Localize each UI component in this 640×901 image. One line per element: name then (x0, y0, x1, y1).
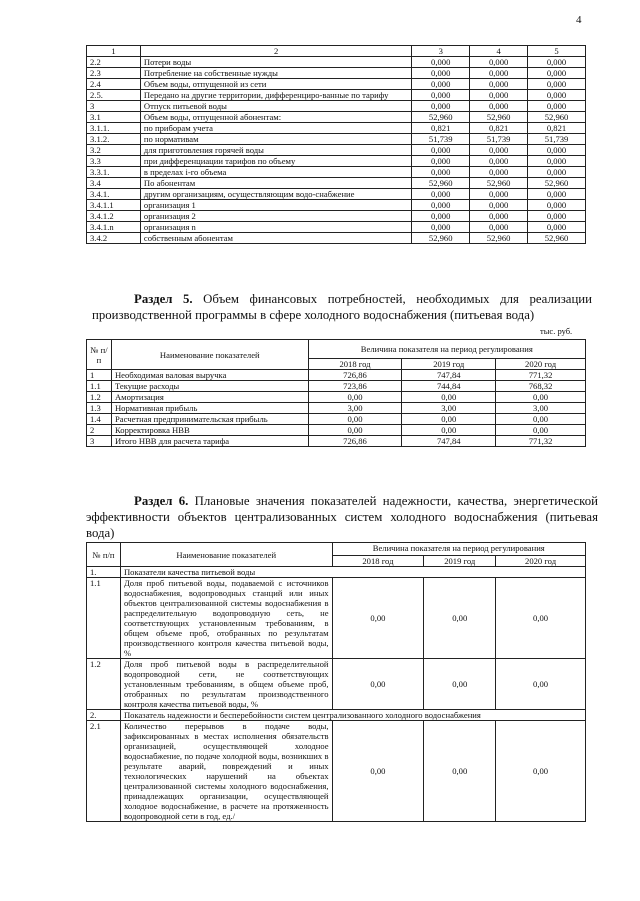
col-name-header: Наименование показателей (111, 340, 308, 370)
value-cell: 0,00 (496, 425, 586, 436)
row-number: 3 (87, 436, 112, 447)
row-number: 1 (87, 370, 112, 381)
table-row (87, 425, 586, 436)
value-cell: 0,000 (528, 101, 586, 112)
col-header: 5 (528, 46, 586, 57)
value-cell: 0,00 (402, 414, 496, 425)
value-cell: 51,739 (470, 134, 528, 145)
value-cell: 0,000 (528, 222, 586, 233)
value-cell: 0,000 (412, 90, 470, 101)
row-label: Передано на другие территории, дифференциро-ванные по тарифу (140, 90, 411, 101)
row-number: 3.4.2 (87, 233, 141, 244)
table-row (87, 167, 586, 178)
value-cell: 0,821 (470, 123, 528, 134)
row-number: 3.1.1. (87, 123, 141, 134)
value-cell: 0,000 (412, 211, 470, 222)
col-no-header: № п/п (87, 340, 112, 370)
row-number: 3.1 (87, 112, 141, 123)
value-cell: 0,00 (496, 578, 586, 659)
row-label: Потребление на собственные нужды (140, 68, 411, 79)
table-row (87, 392, 586, 403)
value-cell: 768,32 (496, 381, 586, 392)
row-label: Итого НВВ для расчета тарифа (111, 436, 308, 447)
value-cell: 52,960 (528, 233, 586, 244)
col-header: 1 (87, 46, 141, 57)
row-number: 3.4 (87, 178, 141, 189)
table-row (87, 436, 586, 447)
table-row (87, 370, 586, 381)
section5-title-text: Объем финансовых потребностей, необходимых для реализации производственной программы в сфере холодного водоснабжения (питьевая вода) (92, 292, 592, 322)
row-number: 2.4 (87, 79, 141, 90)
section5-heading (92, 291, 592, 323)
value-cell: 52,960 (470, 233, 528, 244)
value-cell: 0,000 (528, 79, 586, 90)
value-cell: 0,000 (412, 200, 470, 211)
row-number: 1. (87, 567, 121, 578)
value-cell: 726,86 (308, 370, 402, 381)
year-header: 2018 год (308, 359, 402, 370)
value-cell: 0,000 (412, 101, 470, 112)
value-cell: 52,960 (412, 112, 470, 123)
col-period-header: Величина показателя на период регулирования (332, 543, 585, 556)
table-row (87, 381, 586, 392)
row-number: 3 (87, 101, 141, 112)
value-cell: 52,960 (528, 112, 586, 123)
group-row (87, 710, 586, 721)
value-cell: 0,000 (528, 189, 586, 200)
row-number: 1.2 (87, 392, 112, 403)
table-row (87, 200, 586, 211)
finance-table (86, 339, 586, 447)
value-cell: 0,00 (332, 721, 424, 822)
table-row (87, 90, 586, 101)
table-row (87, 79, 586, 90)
table-row (87, 134, 586, 145)
table-row (87, 123, 586, 134)
row-label: Объем воды, отпущенной из сети (140, 79, 411, 90)
col-period-header: Величина показателя на период регулирования (308, 340, 585, 359)
value-cell: 0,000 (528, 167, 586, 178)
value-cell: 0,00 (496, 414, 586, 425)
row-number: 2.5. (87, 90, 141, 101)
row-number: 3.3.1. (87, 167, 141, 178)
year-header: 2019 год (424, 556, 496, 567)
group-title: Показатель надежности и бесперебойности систем централизованного холодного водоснабжения (120, 710, 585, 721)
value-cell: 0,821 (528, 123, 586, 134)
value-cell: 0,00 (308, 392, 402, 403)
col-header: 3 (412, 46, 470, 57)
col-header: 2 (140, 46, 411, 57)
value-cell: 3,00 (308, 403, 402, 414)
value-cell: 0,000 (470, 57, 528, 68)
row-number: 1.1 (87, 381, 112, 392)
indicator-name: Доля проб питьевой воды в распределительной водопроводной сети, не соответствующих установленным требованиям, в общем объеме проб, отобранных по результатам производственного контроля качества питьевой воды, % (120, 659, 332, 710)
row-number: 2. (87, 710, 121, 721)
row-number: 3.4.1. (87, 189, 141, 200)
table-row (87, 101, 586, 112)
value-cell: 3,00 (402, 403, 496, 414)
row-label: в пределах i-го объема (140, 167, 411, 178)
value-cell: 0,000 (470, 101, 528, 112)
row-label: по приборам учета (140, 123, 411, 134)
page-number: 4 (576, 14, 582, 26)
value-cell: 0,000 (528, 68, 586, 79)
value-cell: 0,000 (470, 200, 528, 211)
water-balance-table (86, 45, 586, 244)
year-header: 2019 год (402, 359, 496, 370)
row-label: другим организациям, осуществляющим водо-снабжение (140, 189, 411, 200)
row-label: Амортизация (111, 392, 308, 403)
table-row (87, 68, 586, 79)
value-cell: 0,00 (424, 578, 496, 659)
value-cell: 0,00 (308, 414, 402, 425)
year-header: 2018 год (332, 556, 424, 567)
value-cell: 0,000 (528, 145, 586, 156)
year-header: 2020 год (496, 359, 586, 370)
value-cell: 0,000 (470, 167, 528, 178)
section5-title: Раздел 5. (134, 292, 193, 306)
table-row (87, 721, 586, 822)
row-number: 1.4 (87, 414, 112, 425)
value-cell: 51,739 (528, 134, 586, 145)
table-row (87, 211, 586, 222)
row-label: Объем воды, отпущенной абонентам: (140, 112, 411, 123)
table-row (87, 222, 586, 233)
value-cell: 52,960 (412, 178, 470, 189)
row-label: организация 1 (140, 200, 411, 211)
row-label: По абонентам (140, 178, 411, 189)
value-cell: 52,960 (412, 233, 470, 244)
table-row (87, 578, 586, 659)
row-label: организация n (140, 222, 411, 233)
value-cell: 0,000 (470, 79, 528, 90)
row-label: Потери воды (140, 57, 411, 68)
value-cell: 0,00 (424, 721, 496, 822)
value-cell: 0,000 (470, 68, 528, 79)
row-label: для приготовления горячей воды (140, 145, 411, 156)
row-label: при дифференциации тарифов по объему (140, 156, 411, 167)
row-number: 3.4.1.1 (87, 200, 141, 211)
value-cell: 747,84 (402, 370, 496, 381)
value-cell: 0,000 (412, 189, 470, 200)
value-cell: 0,000 (412, 68, 470, 79)
table-row (87, 233, 586, 244)
table-row (87, 156, 586, 167)
value-cell: 52,960 (528, 178, 586, 189)
indicator-name: Количество перерывов в подаче воды, зафиксированных в местах исполнения обязательств организацией, осуществляющей холодное водоснабжение, по подаче холодной воды, возникших в результате аварий, повреждений и иных технологических нарушений на объектах централизованной системы холодного водоснабжения, принадлежащих организации, осуществляющей холодное водоснабжение, в расчете на протяженность водопроводной сети в год, ед./ (120, 721, 332, 822)
value-cell: 0,000 (412, 222, 470, 233)
col-no-header: № п/п (87, 543, 121, 567)
indicator-name: Доля проб питьевой воды, подаваемой с источников водоснабжения, водопроводных станций или иных объектов централизованной системы водоснабжения в распределительную водопроводную сеть, не соответствующих установленным требованиям, в общем объеме проб, отобранных по результатам производственного контроля качества питьевой воды, % (120, 578, 332, 659)
value-cell: 0,000 (470, 211, 528, 222)
row-number: 1.3 (87, 403, 112, 414)
value-cell: 0,00 (308, 425, 402, 436)
value-cell: 0,000 (470, 156, 528, 167)
section6-title-text: Плановые значения показателей надежности, качества, энергетической эффективности объектов централизованных систем холодного водоснабжения (питьевая вода) (86, 494, 598, 540)
section6-title: Раздел 6. (134, 494, 189, 508)
value-cell: 744,84 (402, 381, 496, 392)
table-row (87, 178, 586, 189)
row-number: 3.3 (87, 156, 141, 167)
value-cell: 0,00 (332, 578, 424, 659)
value-cell: 0,000 (470, 90, 528, 101)
value-cell: 0,000 (528, 57, 586, 68)
value-cell: 0,000 (412, 156, 470, 167)
value-cell: 0,000 (412, 145, 470, 156)
value-cell: 0,00 (496, 392, 586, 403)
value-cell: 0,000 (528, 90, 586, 101)
year-header: 2020 год (496, 556, 586, 567)
value-cell: 0,000 (528, 156, 586, 167)
table-header-row (87, 46, 586, 57)
table-row (87, 659, 586, 710)
value-cell: 771,32 (496, 370, 586, 381)
value-cell: 726,86 (308, 436, 402, 447)
group-title: Показатели качества питьевой воды (120, 567, 585, 578)
row-label: Текущие расходы (111, 381, 308, 392)
value-cell: 0,000 (412, 57, 470, 68)
value-cell: 0,00 (402, 392, 496, 403)
row-number: 1.2 (87, 659, 121, 710)
row-label: Нормативная прибыль (111, 403, 308, 414)
row-label: по нормативам (140, 134, 411, 145)
row-number: 2 (87, 425, 112, 436)
value-cell: 3,00 (496, 403, 586, 414)
value-cell: 747,84 (402, 436, 496, 447)
row-number: 3.4.1.2 (87, 211, 141, 222)
row-number: 3.2 (87, 145, 141, 156)
row-label: Корректировка НВВ (111, 425, 308, 436)
value-cell: 51,739 (412, 134, 470, 145)
unit-label: тыс. руб. (540, 326, 573, 336)
value-cell: 52,960 (470, 112, 528, 123)
value-cell: 0,000 (470, 189, 528, 200)
row-number: 2.3 (87, 68, 141, 79)
col-name-header: Наименование показателей (120, 543, 332, 567)
row-number: 3.4.1.n (87, 222, 141, 233)
row-label: собственным абонентам (140, 233, 411, 244)
table-row (87, 57, 586, 68)
value-cell: 52,960 (470, 178, 528, 189)
table-row (87, 414, 586, 425)
value-cell: 723,86 (308, 381, 402, 392)
value-cell: 0,000 (412, 79, 470, 90)
table-row (87, 145, 586, 156)
value-cell: 0,00 (496, 659, 586, 710)
value-cell: 0,00 (496, 721, 586, 822)
row-label: Отпуск питьевой воды (140, 101, 411, 112)
indicators-table (86, 542, 586, 822)
value-cell: 0,000 (528, 211, 586, 222)
value-cell: 771,32 (496, 436, 586, 447)
row-label: Необходимая валовая выручка (111, 370, 308, 381)
value-cell: 0,000 (470, 222, 528, 233)
value-cell: 0,000 (412, 167, 470, 178)
row-label: Расчетная предпринимательская прибыль (111, 414, 308, 425)
value-cell: 0,00 (424, 659, 496, 710)
value-cell: 0,821 (412, 123, 470, 134)
table-row (87, 112, 586, 123)
table-row (87, 403, 586, 414)
row-label: организация 2 (140, 211, 411, 222)
row-number: 2.1 (87, 721, 121, 822)
value-cell: 0,000 (470, 145, 528, 156)
group-row (87, 567, 586, 578)
value-cell: 0,000 (528, 200, 586, 211)
col-header: 4 (470, 46, 528, 57)
value-cell: 0,00 (402, 425, 496, 436)
row-number: 2.2 (87, 57, 141, 68)
row-number: 3.1.2. (87, 134, 141, 145)
table-row (87, 189, 586, 200)
value-cell: 0,00 (332, 659, 424, 710)
row-number: 1.1 (87, 578, 121, 659)
section6-heading (86, 493, 598, 541)
